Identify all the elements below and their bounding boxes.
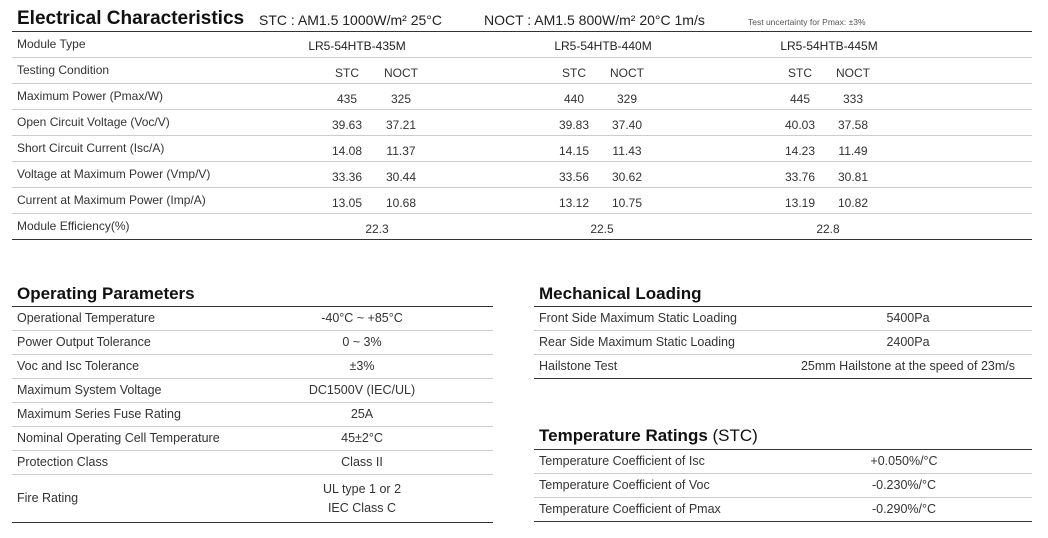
cell: 37.21 [385, 118, 417, 132]
electrical-table [12, 31, 1032, 240]
row-label: Nominal Operating Cell Temperature [17, 431, 220, 445]
table-row [12, 162, 1032, 188]
table-row [12, 32, 1032, 58]
row-label: Power Output Tolerance [17, 335, 151, 349]
table-row [12, 136, 1032, 162]
test-uncertainty-note: Test uncertainty for Pmax: ±3% [748, 17, 866, 27]
table-row [12, 188, 1032, 214]
row-value: ±3% [349, 359, 375, 373]
row-label: Maximum Series Fuse Rating [17, 407, 181, 421]
model-name: LR5-54HTB-435M [308, 39, 406, 53]
table-row [534, 474, 1032, 498]
cell: 440 [563, 92, 585, 106]
table-row [12, 403, 493, 427]
cell: 30.81 [837, 170, 869, 184]
cell: NOCT [384, 66, 418, 80]
row-label: Fire Rating [17, 491, 79, 505]
cell: 11.43 [612, 144, 642, 158]
row-label: Rear Side Maximum Static Loading [539, 335, 735, 349]
cell: 11.49 [838, 144, 868, 158]
cell: 13.19 [784, 196, 816, 210]
row-label: Temperature Coefficient of Voc [539, 478, 710, 492]
row-label: Current at Maximum Power (Imp/A) [17, 193, 206, 207]
table-row [534, 498, 1032, 522]
cell: 11.37 [386, 144, 416, 158]
row-value-line: UL type 1 or 2 [322, 482, 402, 496]
row-value: -0.230%/°C [871, 478, 937, 492]
table-row [12, 451, 493, 475]
table-row [534, 331, 1032, 355]
row-label: Module Efficiency(%) [17, 219, 130, 233]
mechanical-loading-table [534, 306, 1032, 379]
operating-parameters-table [12, 306, 493, 523]
table-row [12, 427, 493, 451]
row-value: 0 ~ 3% [342, 335, 382, 349]
mechanical-loading-title: Mechanical Loading [539, 284, 702, 303]
row-value: -40°C ~ +85°C [321, 311, 403, 325]
row-value [272, 480, 452, 518]
row-label: Temperature Coefficient of Pmax [539, 502, 721, 516]
table-row [534, 307, 1032, 331]
temperature-ratings-title [539, 426, 758, 446]
cell: 37.58 [837, 118, 869, 132]
cell: 39.83 [558, 118, 590, 132]
row-value: +0.050%/°C [870, 454, 938, 468]
cell: 13.12 [558, 196, 590, 210]
cell: 10.75 [611, 196, 643, 210]
cell: 33.76 [784, 170, 816, 184]
cell: 445 [789, 92, 811, 106]
cell: 14.15 [558, 144, 590, 158]
row-value: 25mm Hailstone at the speed of 23m/s [800, 359, 1015, 373]
row-label: Maximum System Voltage [17, 383, 162, 397]
row-value: DC1500V (IEC/UL) [308, 383, 416, 397]
row-label: Operational Temperature [17, 311, 156, 325]
cell: 10.68 [385, 196, 417, 210]
row-label: Hailstone Test [539, 359, 618, 373]
row-label: Voltage at Maximum Power (Vmp/V) [17, 167, 211, 181]
table-row [12, 379, 493, 403]
row-value-line: IEC Class C [327, 501, 397, 515]
table-row [12, 110, 1032, 136]
table-row [12, 355, 493, 379]
row-label: Open Circuit Voltage (Voc/V) [17, 115, 170, 129]
cell: 33.56 [558, 170, 590, 184]
electrical-header [17, 8, 1033, 32]
row-label: Testing Condition [17, 63, 110, 77]
cell: 14.08 [331, 144, 363, 158]
cell: 39.63 [331, 118, 363, 132]
stc-condition: STC : AM1.5 1000W/m² 25°C [259, 12, 442, 28]
table-row [12, 84, 1032, 110]
cell: 30.62 [611, 170, 643, 184]
temperature-ratings-title-suffix: (STC) [712, 426, 758, 445]
cell: 10.82 [837, 196, 869, 210]
table-row [534, 450, 1032, 474]
cell: 37.40 [611, 118, 643, 132]
cell: 22.3 [365, 222, 389, 236]
row-value: Class II [341, 455, 383, 469]
cell: NOCT [610, 66, 644, 80]
row-value: 2400Pa [886, 335, 930, 349]
cell: 333 [842, 92, 864, 106]
table-row [12, 307, 493, 331]
electrical-characteristics-title: Electrical Characteristics [17, 8, 245, 29]
row-value: 45±2°C [341, 431, 383, 445]
table-row [534, 355, 1032, 379]
cell: 40.03 [784, 118, 816, 132]
cell: 13.05 [331, 196, 363, 210]
operating-parameters-title: Operating Parameters [17, 284, 195, 303]
row-value: -0.290%/°C [871, 502, 937, 516]
table-row [12, 475, 493, 523]
temperature-ratings-title-main: Temperature Ratings [539, 426, 708, 445]
cell: 33.36 [331, 170, 363, 184]
cell: STC [335, 66, 359, 80]
table-row [12, 58, 1032, 84]
cell: 14.23 [784, 144, 816, 158]
cell: STC [562, 66, 586, 80]
cell: STC [788, 66, 812, 80]
row-label: Front Side Maximum Static Loading [539, 311, 738, 325]
cell: 329 [616, 92, 638, 106]
temperature-ratings-table [534, 449, 1032, 522]
noct-condition: NOCT : AM1.5 800W/m² 20°C 1m/s [484, 12, 705, 28]
cell: 22.5 [590, 222, 614, 236]
cell: 22.8 [816, 222, 840, 236]
table-row [12, 331, 493, 355]
row-label: Voc and Isc Tolerance [17, 359, 140, 373]
row-label: Maximum Power (Pmax/W) [17, 89, 164, 103]
cell: 435 [336, 92, 358, 106]
model-name: LR5-54HTB-445M [780, 39, 878, 53]
row-label: Temperature Coefficient of Isc [539, 454, 705, 468]
table-row [12, 214, 1032, 240]
cell: NOCT [836, 66, 870, 80]
row-label: Protection Class [17, 455, 109, 469]
row-value: 25A [350, 407, 374, 421]
model-name: LR5-54HTB-440M [554, 39, 652, 53]
cell: 30.44 [385, 170, 417, 184]
row-label: Short Circuit Current (Isc/A) [17, 141, 165, 155]
row-value: 5400Pa [886, 311, 930, 325]
cell: 325 [390, 92, 412, 106]
row-label: Module Type [17, 37, 86, 51]
